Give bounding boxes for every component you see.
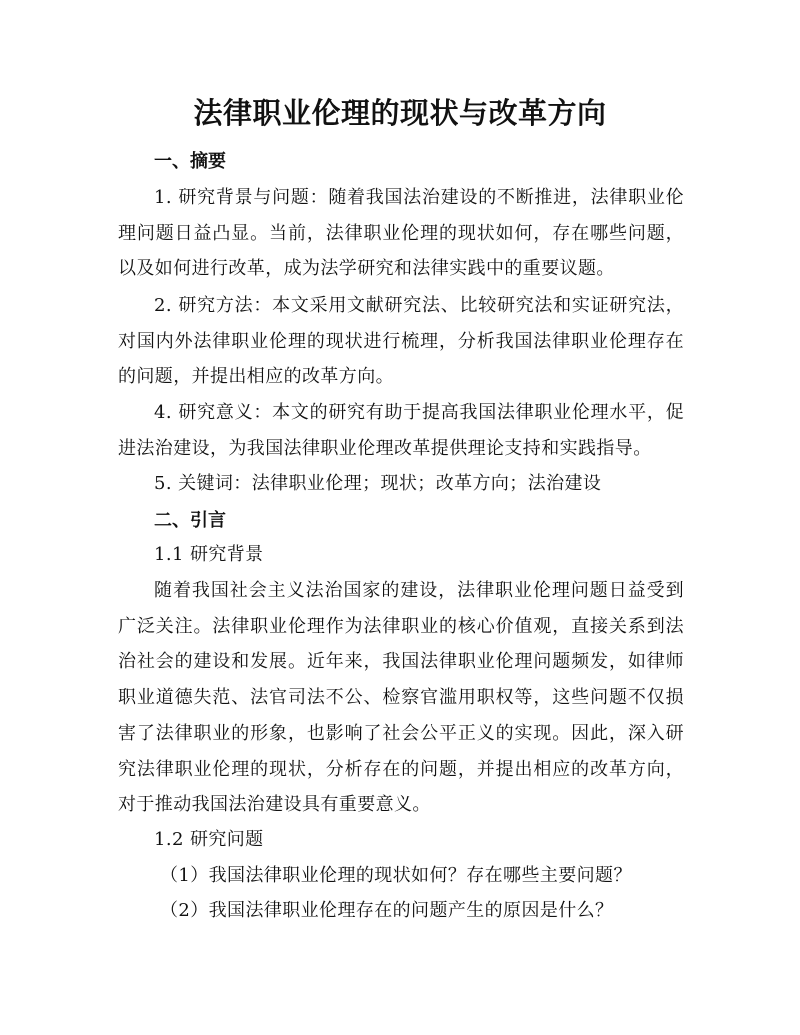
subsection-heading-questions: 1.2 研究问题 <box>154 829 264 850</box>
document-title: 法律职业伦理的现状与改革方向 <box>193 96 607 130</box>
section-heading-introduction: 二、引言 <box>154 510 226 531</box>
subsection-heading-background: 1.1 研究背景 <box>154 544 264 565</box>
section-heading-abstract: 一、摘要 <box>154 151 226 172</box>
abstract-item-keywords: 5. 关键词：法律职业伦理；现状；改革方向；法治建设 <box>154 473 602 494</box>
abstract-item-significance: 4. 研究意义：本文的研究有助于提高我国法律职业伦理水平，促进法治建设，为我国法律职业伦理改革提供理论支持和实践指导。 <box>118 402 684 459</box>
abstract-item-methods: 2. 研究方法：本文采用文献研究法、比较研究法和实证研究法，对国内外法律职业伦理的现状进行梳理，分析我国法律职业伦理存在的问题，并提出相应的改革方向。 <box>118 295 684 388</box>
research-question-2: （2）我国法律职业伦理存在的问题产生的原因是什么？ <box>160 900 614 921</box>
background-paragraph: 随着我国社会主义法治国家的建设，法律职业伦理问题日益受到广泛关注。法律职业伦理作为法律职业的核心价值观，直接关系到法治社会的建设和发展。近年来，我国法律职业伦理问题频发，如律师职业道德失范、法官司法不公、检察官滥用职权等，这些问题不仅损害了法律职业的形象，也影响了社会公平正义的实现。因此，深入研究法律职业伦理的现状，分析存在的问题，并提出相应的改革方向，对于推动我国法治建设具有重要意义。 <box>118 580 684 816</box>
research-question-1: （1）我国法律职业伦理的现状如何？存在哪些主要问题？ <box>160 865 632 886</box>
abstract-item-background: 1. 研究背景与问题：随着我国法治建设的不断推进，法律职业伦理问题日益凸显。当前，法律职业伦理的现状如何，存在哪些问题，以及如何进行改革，成为法学研究和法律实践中的重要议题。 <box>118 187 684 280</box>
